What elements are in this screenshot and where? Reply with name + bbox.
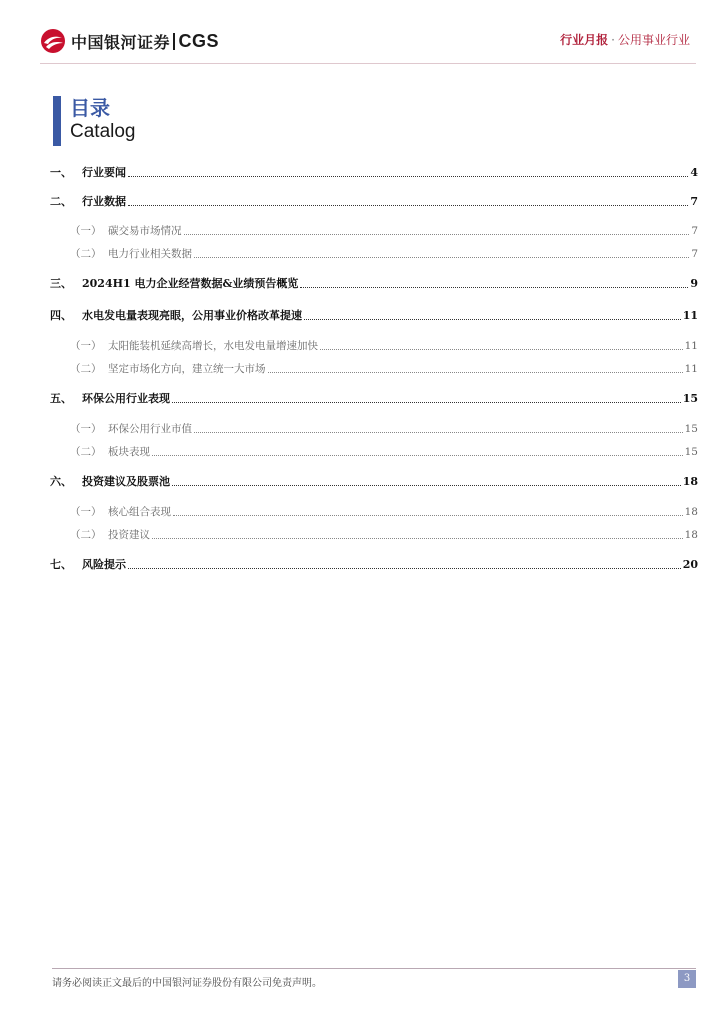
toc-page: 9 [690, 277, 698, 290]
toc-number: 二、 [50, 195, 72, 208]
toc-leader [152, 538, 683, 539]
toc-subentry[interactable] [50, 337, 698, 353]
toc-label: 环保公用行业表现 [82, 392, 170, 405]
toc-leader [320, 349, 683, 350]
toc-entry[interactable] [50, 307, 698, 323]
toc-leader [184, 234, 690, 235]
report-type: 行业月报 [560, 33, 609, 47]
toc-leader [128, 568, 681, 569]
toc-number: （一） [70, 506, 102, 518]
toc-page: 18 [684, 506, 698, 518]
title-accent-bar [53, 96, 61, 146]
toc-subentry[interactable] [50, 443, 698, 459]
toc-leader [128, 176, 688, 177]
toc-label: 核心组合表现 [108, 506, 171, 518]
logo-text-cn: 中国银河证券 [71, 32, 171, 52]
toc-label: 碳交易市场情况 [108, 225, 182, 237]
toc-leader [128, 205, 688, 206]
toc-label: 投资建议及股票池 [82, 475, 170, 488]
toc-number: （一） [70, 340, 102, 352]
toc-number: （二） [70, 363, 102, 375]
toc-number: （一） [70, 423, 102, 435]
toc-page: 15 [684, 423, 698, 435]
toc-label: 水电发电量表现亮眼，公用事业价格改革提速 [82, 309, 302, 322]
toc-page: 7 [690, 195, 698, 208]
toc-page: 11 [684, 340, 698, 352]
toc-label: 行业要闻 [82, 166, 126, 179]
toc-leader [152, 455, 683, 456]
header-separator: · [611, 33, 615, 47]
toc-page: 15 [684, 446, 698, 458]
toc-number: 五、 [50, 392, 72, 405]
toc-subentry[interactable] [50, 503, 698, 519]
toc-label: 2024H1 电力企业经营数据&业绩预告概览 [82, 277, 299, 290]
toc-number: 七、 [50, 558, 72, 571]
toc-page: 4 [690, 166, 698, 179]
toc-entry[interactable] [50, 390, 698, 406]
toc-leader [172, 402, 681, 403]
toc-subentry[interactable] [50, 360, 698, 376]
toc-number: 四、 [50, 309, 72, 322]
logo-text-en: CGS [178, 30, 220, 51]
toc-number: （二） [70, 248, 102, 260]
toc-label: 风险提示 [82, 558, 126, 571]
toc-page: 7 [691, 225, 698, 237]
toc-number: （二） [70, 529, 102, 541]
toc-subentry[interactable] [50, 222, 698, 238]
toc-entry[interactable] [50, 193, 698, 209]
toc-page: 20 [682, 558, 698, 571]
page-title-en: Catalog [70, 121, 136, 142]
toc-number: （二） [70, 446, 102, 458]
industry-name: 公用事业行业 [617, 33, 690, 47]
toc-page: 11 [682, 309, 698, 322]
toc-label: 坚定市场化方向，建立统一大市场 [108, 363, 266, 375]
footer-disclaimer: 请务必阅读正文最后的中国银河证券股份有限公司免责声明。 [52, 978, 322, 989]
header-divider [40, 63, 696, 64]
toc-label: 投资建议 [108, 529, 150, 541]
toc-leader [268, 372, 683, 373]
company-logo [40, 28, 219, 54]
toc-page: 15 [682, 392, 698, 405]
toc-leader [304, 319, 681, 320]
toc-leader [173, 515, 683, 516]
page-number-badge: 3 [678, 970, 696, 988]
toc-page: 18 [684, 529, 698, 541]
toc-subentry[interactable] [50, 526, 698, 542]
toc-label: 太阳能装机延续高增长，水电发电量增速加快 [108, 340, 318, 352]
toc-leader [172, 485, 681, 486]
toc-leader [300, 287, 688, 288]
toc-entry[interactable] [50, 556, 698, 572]
toc-number: （一） [70, 225, 102, 237]
toc-page: 18 [682, 475, 698, 488]
toc-subentry[interactable] [50, 245, 698, 261]
toc-label: 行业数据 [82, 195, 126, 208]
toc-entry[interactable] [50, 275, 698, 291]
toc-page: 11 [684, 363, 698, 375]
toc-page: 7 [691, 248, 698, 260]
toc-label: 电力行业相关数据 [108, 248, 192, 260]
toc-entry[interactable] [50, 473, 698, 489]
toc-leader [194, 432, 683, 433]
toc-label: 板块表现 [108, 446, 150, 458]
logo-divider [173, 33, 175, 50]
page-title-cn: 目录 [70, 96, 110, 120]
footer-divider [52, 968, 696, 969]
header-report-info [560, 31, 690, 48]
toc-leader [194, 257, 689, 258]
toc-number: 三、 [50, 277, 72, 290]
toc-number: 一、 [50, 166, 72, 179]
toc-label: 环保公用行业市值 [108, 423, 192, 435]
toc-subentry[interactable] [50, 420, 698, 436]
cgs-logo-icon [40, 28, 66, 54]
toc-number: 六、 [50, 475, 72, 488]
toc-entry[interactable] [50, 164, 698, 180]
